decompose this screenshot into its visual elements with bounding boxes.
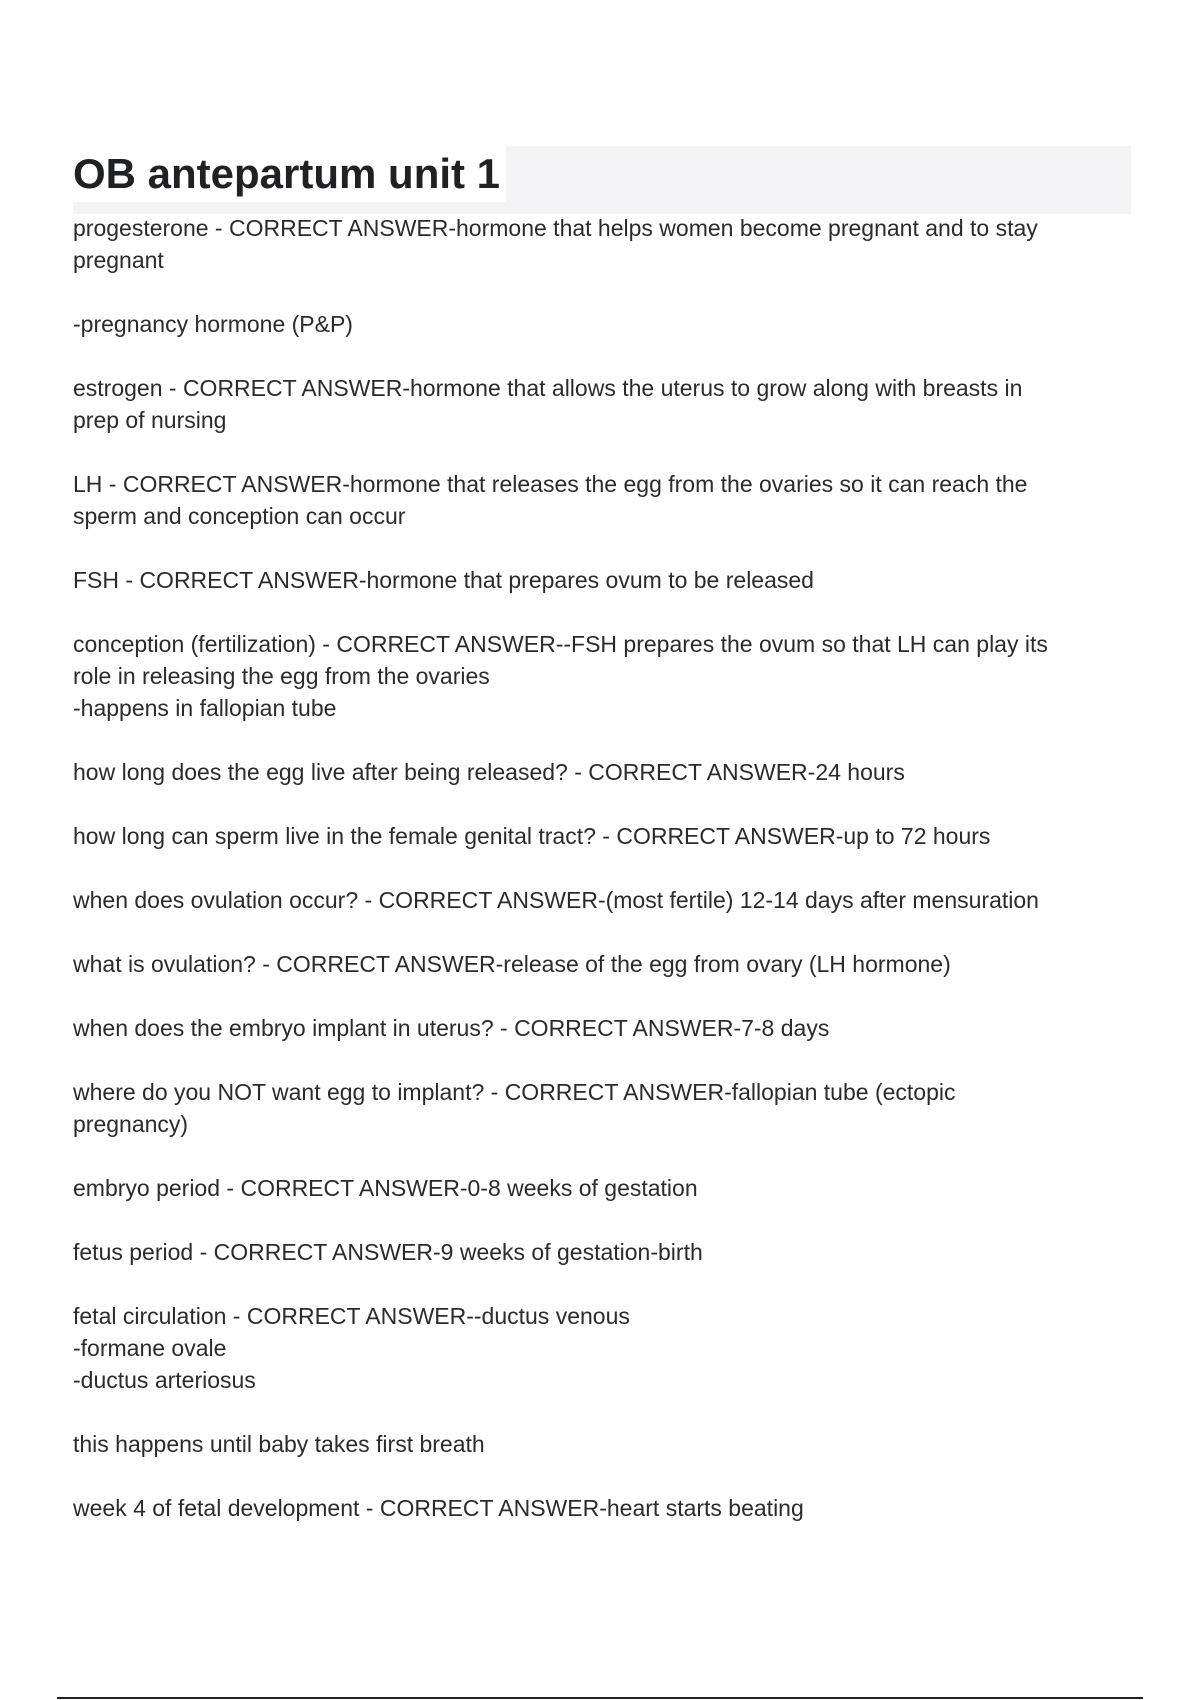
qa-entry (73, 372, 1131, 436)
qa-line: when does ovulation occur? - CORRECT ANSWER-(most fertile) 12-14 days after mensuration (73, 887, 1039, 913)
qa-entry (73, 468, 1131, 532)
qa-entry (73, 308, 1131, 340)
qa-line: week 4 of fetal development - CORRECT ANSWER-heart starts beating (73, 1495, 804, 1521)
qa-line: embryo period - CORRECT ANSWER-0-8 weeks of gestation (73, 1175, 698, 1201)
footer-rule (57, 1697, 1143, 1699)
qa-line: sperm and conception can occur (73, 503, 406, 529)
qa-line: LH - CORRECT ANSWER-hormone that releases the egg from the ovaries so it can reach the (73, 471, 1028, 497)
qa-line: when does the embryo implant in uterus? - CORRECT ANSWER-7-8 days (73, 1015, 830, 1041)
qa-line: -ductus arteriosus (73, 1367, 256, 1393)
qa-entry (73, 1076, 1131, 1140)
qa-line: fetus period - CORRECT ANSWER-9 weeks of gestation-birth (73, 1239, 703, 1265)
qa-entry (73, 948, 1131, 980)
qa-line: how long can sperm live in the female genital tract? - CORRECT ANSWER-up to 72 hours (73, 823, 991, 849)
qa-entry (73, 884, 1131, 916)
qa-entry (73, 1236, 1131, 1268)
qa-entry (73, 628, 1131, 724)
qa-entry (73, 1300, 1131, 1396)
qa-line: how long does the egg live after being released? - CORRECT ANSWER-24 hours (73, 759, 905, 785)
qa-line: -pregnancy hormone (P&P) (73, 311, 353, 337)
qa-line: role in releasing the egg from the ovaries (73, 663, 490, 689)
qa-entry (73, 1172, 1131, 1204)
qa-line: this happens until baby takes first breath (73, 1431, 485, 1457)
qa-entry (73, 1428, 1131, 1460)
qa-line: FSH - CORRECT ANSWER-hormone that prepares ovum to be released (73, 567, 814, 593)
page-title: OB antepartum unit 1 (73, 146, 506, 202)
qa-line: where do you NOT want egg to implant? - CORRECT ANSWER-fallopian tube (ectopic (73, 1079, 956, 1105)
qa-line: estrogen - CORRECT ANSWER-hormone that allows the uterus to grow along with breasts in (73, 375, 1023, 401)
qa-line: -happens in fallopian tube (73, 695, 337, 721)
qa-line: progesterone - CORRECT ANSWER-hormone that helps women become pregnant and to stay (73, 215, 1038, 241)
qa-entry (73, 820, 1131, 852)
qa-line: conception (fertilization) - CORRECT ANSWER--FSH prepares the ovum so that LH can play its (73, 631, 1048, 657)
qa-line: pregnant (73, 247, 164, 273)
qa-line: prep of nursing (73, 407, 227, 433)
qa-entry (73, 212, 1131, 276)
qa-entry (73, 1492, 1131, 1524)
qa-line: fetal circulation - CORRECT ANSWER--ductus venous (73, 1303, 630, 1329)
qa-entry (73, 756, 1131, 788)
qa-line: pregnancy) (73, 1111, 189, 1137)
qa-line: what is ovulation? - CORRECT ANSWER-release of the egg from ovary (LH hormone) (73, 951, 951, 977)
qa-entry (73, 564, 1131, 596)
qa-list (73, 212, 1131, 1556)
qa-entry (73, 1012, 1131, 1044)
qa-line: -formane ovale (73, 1335, 227, 1361)
